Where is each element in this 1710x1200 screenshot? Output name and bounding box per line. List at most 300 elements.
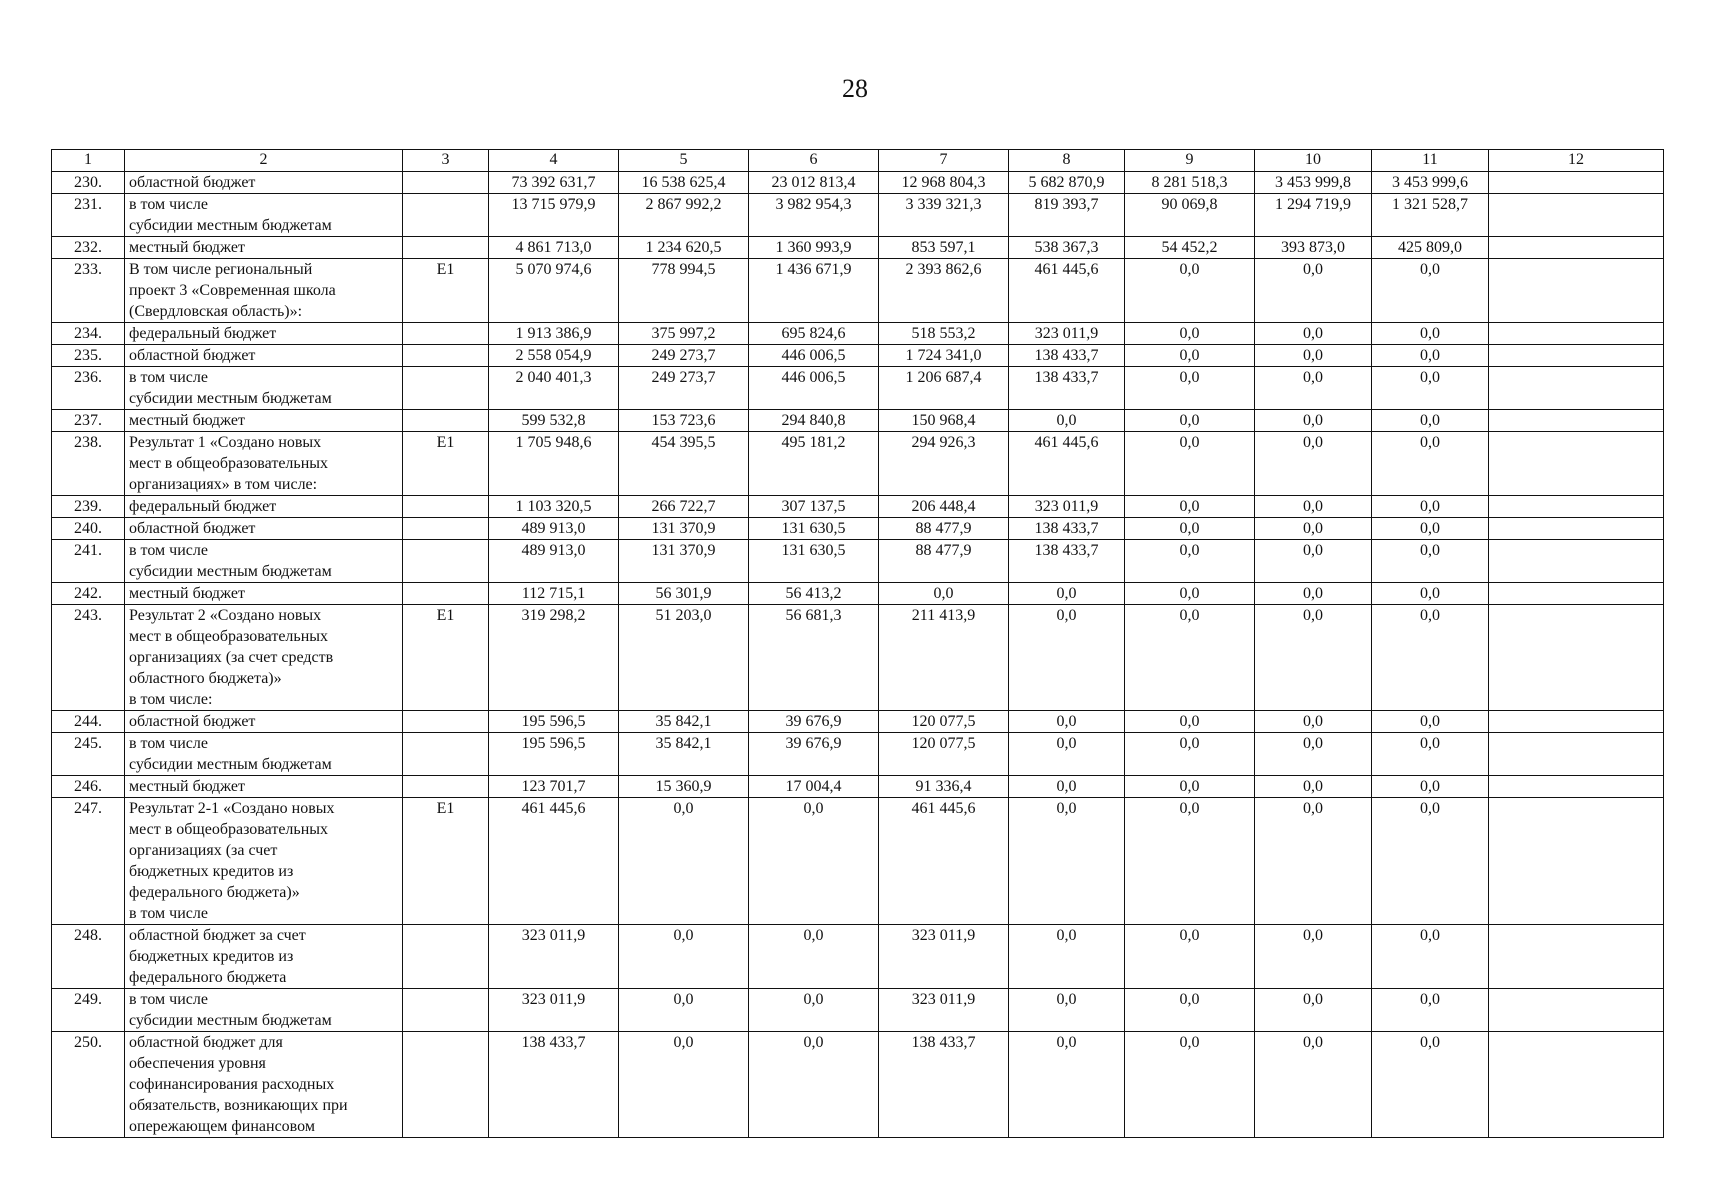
value-cell: 0,0 xyxy=(1255,540,1372,583)
value-cell: 0,0 xyxy=(1009,1032,1125,1138)
value-cell: 266 722,7 xyxy=(619,496,749,518)
row-name-line: Результат 2-1 «Создано новых xyxy=(129,800,335,817)
row-name-line: областной бюджет за счет xyxy=(129,927,306,944)
table-row xyxy=(52,259,1664,323)
empty-cell xyxy=(1489,345,1664,367)
row-code xyxy=(403,194,489,237)
empty-cell xyxy=(1489,925,1664,989)
value-cell: 538 367,3 xyxy=(1009,237,1125,259)
value-cell: 425 809,0 xyxy=(1372,237,1489,259)
row-name-line: Результат 2 «Создано новых xyxy=(129,607,322,624)
row-code xyxy=(403,367,489,410)
value-cell: 0,0 xyxy=(1125,583,1255,605)
value-cell: 0,0 xyxy=(1255,605,1372,711)
value-cell: 0,0 xyxy=(1125,1032,1255,1138)
row-number: 233. xyxy=(52,259,125,323)
value-cell: 5 682 870,9 xyxy=(1009,172,1125,194)
row-name-line: местный бюджет xyxy=(129,778,245,795)
value-cell: 819 393,7 xyxy=(1009,194,1125,237)
value-cell: 0,0 xyxy=(1255,367,1372,410)
row-name-line: субсидии местным бюджетам xyxy=(129,563,332,580)
value-cell: 0,0 xyxy=(1125,798,1255,925)
value-cell: 0,0 xyxy=(1372,798,1489,925)
row-name xyxy=(125,518,403,540)
row-name-line: (Свердловская область)»: xyxy=(129,303,303,320)
table-row xyxy=(52,989,1664,1032)
budget-table xyxy=(51,149,1664,1138)
row-code xyxy=(403,583,489,605)
row-code: Е1 xyxy=(403,259,489,323)
column-header: 6 xyxy=(749,150,879,172)
row-name xyxy=(125,798,403,925)
value-cell: 323 011,9 xyxy=(1009,496,1125,518)
row-number: 239. xyxy=(52,496,125,518)
row-code xyxy=(403,496,489,518)
value-cell: 2 040 401,3 xyxy=(489,367,619,410)
row-name-line: в том числе: xyxy=(129,691,213,708)
column-header: 3 xyxy=(403,150,489,172)
value-cell: 0,0 xyxy=(1372,345,1489,367)
value-cell: 0,0 xyxy=(1255,259,1372,323)
value-cell: 112 715,1 xyxy=(489,583,619,605)
row-name-line: В том числе региональный xyxy=(129,261,313,278)
row-number: 250. xyxy=(52,1032,125,1138)
row-name-line: в том числе xyxy=(129,735,208,752)
value-cell: 323 011,9 xyxy=(1009,323,1125,345)
value-cell: 17 004,4 xyxy=(749,776,879,798)
value-cell: 88 477,9 xyxy=(879,540,1009,583)
value-cell: 0,0 xyxy=(1125,345,1255,367)
row-name-line: областной бюджет xyxy=(129,347,256,364)
value-cell: 0,0 xyxy=(1255,776,1372,798)
row-name-line: субсидии местным бюджетам xyxy=(129,217,332,234)
row-name-line: бюджетных кредитов из xyxy=(129,948,294,965)
value-cell: 12 968 804,3 xyxy=(879,172,1009,194)
value-cell: 0,0 xyxy=(1255,1032,1372,1138)
value-cell: 13 715 979,9 xyxy=(489,194,619,237)
table-body xyxy=(52,172,1664,1138)
empty-cell xyxy=(1489,323,1664,345)
value-cell: 153 723,6 xyxy=(619,410,749,432)
row-number: 248. xyxy=(52,925,125,989)
row-code xyxy=(403,733,489,776)
value-cell: 138 433,7 xyxy=(1009,367,1125,410)
value-cell: 495 181,2 xyxy=(749,432,879,496)
value-cell: 461 445,6 xyxy=(1009,432,1125,496)
value-cell: 0,0 xyxy=(1125,496,1255,518)
value-cell: 1 103 320,5 xyxy=(489,496,619,518)
value-cell: 131 370,9 xyxy=(619,540,749,583)
value-cell: 138 433,7 xyxy=(1009,540,1125,583)
table-row xyxy=(52,518,1664,540)
value-cell: 0,0 xyxy=(749,989,879,1032)
value-cell: 461 445,6 xyxy=(489,798,619,925)
value-cell: 35 842,1 xyxy=(619,733,749,776)
value-cell: 323 011,9 xyxy=(489,925,619,989)
value-cell: 0,0 xyxy=(1125,989,1255,1032)
row-number: 243. xyxy=(52,605,125,711)
row-name-line: организациях (за счет средств xyxy=(129,649,334,666)
value-cell: 56 301,9 xyxy=(619,583,749,605)
empty-cell xyxy=(1489,540,1664,583)
row-code xyxy=(403,925,489,989)
row-name-line: федеральный бюджет xyxy=(129,498,277,515)
value-cell: 1 913 386,9 xyxy=(489,323,619,345)
row-code xyxy=(403,1032,489,1138)
table-row xyxy=(52,367,1664,410)
row-name xyxy=(125,733,403,776)
value-cell: 54 452,2 xyxy=(1125,237,1255,259)
table-row xyxy=(52,345,1664,367)
value-cell: 446 006,5 xyxy=(749,367,879,410)
row-name-line: в том числе xyxy=(129,369,208,386)
value-cell: 0,0 xyxy=(1372,367,1489,410)
table-row xyxy=(52,323,1664,345)
value-cell: 0,0 xyxy=(1372,733,1489,776)
value-cell: 0,0 xyxy=(1372,540,1489,583)
row-name-line: федерального бюджета)» xyxy=(129,884,300,901)
value-cell: 0,0 xyxy=(1372,410,1489,432)
table-row xyxy=(52,496,1664,518)
value-cell: 39 676,9 xyxy=(749,733,879,776)
value-cell: 294 840,8 xyxy=(749,410,879,432)
value-cell: 0,0 xyxy=(1372,583,1489,605)
value-cell: 0,0 xyxy=(1009,798,1125,925)
value-cell: 23 012 813,4 xyxy=(749,172,879,194)
row-number: 231. xyxy=(52,194,125,237)
column-header: 4 xyxy=(489,150,619,172)
row-name-line: областной бюджет для xyxy=(129,1034,283,1051)
value-cell: 1 234 620,5 xyxy=(619,237,749,259)
row-code xyxy=(403,711,489,733)
value-cell: 0,0 xyxy=(1255,711,1372,733)
row-number: 232. xyxy=(52,237,125,259)
value-cell: 294 926,3 xyxy=(879,432,1009,496)
table-row xyxy=(52,583,1664,605)
row-name-line: мест в общеобразовательных xyxy=(129,455,329,472)
table-row xyxy=(52,410,1664,432)
row-number: 230. xyxy=(52,172,125,194)
row-name-line: бюджетных кредитов из xyxy=(129,863,294,880)
value-cell: 0,0 xyxy=(1372,259,1489,323)
value-cell: 323 011,9 xyxy=(489,989,619,1032)
value-cell: 0,0 xyxy=(749,1032,879,1138)
row-name xyxy=(125,540,403,583)
row-name xyxy=(125,711,403,733)
row-name xyxy=(125,367,403,410)
value-cell: 0,0 xyxy=(1255,432,1372,496)
value-cell: 307 137,5 xyxy=(749,496,879,518)
column-header: 2 xyxy=(125,150,403,172)
value-cell: 91 336,4 xyxy=(879,776,1009,798)
value-cell: 489 913,0 xyxy=(489,540,619,583)
empty-cell xyxy=(1489,798,1664,925)
table-row xyxy=(52,733,1664,776)
value-cell: 0,0 xyxy=(1125,925,1255,989)
value-cell: 90 069,8 xyxy=(1125,194,1255,237)
value-cell: 206 448,4 xyxy=(879,496,1009,518)
row-name xyxy=(125,605,403,711)
page-number: 28 xyxy=(842,74,868,103)
column-number-row xyxy=(52,150,1664,172)
value-cell: 0,0 xyxy=(1255,925,1372,989)
row-name-line: в том числе xyxy=(129,905,208,922)
value-cell: 0,0 xyxy=(1009,925,1125,989)
value-cell: 0,0 xyxy=(1372,989,1489,1032)
row-name-line: местный бюджет xyxy=(129,412,245,429)
value-cell: 1 206 687,4 xyxy=(879,367,1009,410)
row-name-line: в том числе xyxy=(129,991,208,1008)
row-name-line: в том числе xyxy=(129,542,208,559)
row-name-line: Результат 1 «Создано новых xyxy=(129,434,322,451)
row-name-line: федерального бюджета xyxy=(129,969,287,986)
value-cell: 51 203,0 xyxy=(619,605,749,711)
value-cell: 56 681,3 xyxy=(749,605,879,711)
column-header: 7 xyxy=(879,150,1009,172)
value-cell: 73 392 631,7 xyxy=(489,172,619,194)
empty-cell xyxy=(1489,518,1664,540)
value-cell: 0,0 xyxy=(1125,711,1255,733)
value-cell: 853 597,1 xyxy=(879,237,1009,259)
column-header: 5 xyxy=(619,150,749,172)
empty-cell xyxy=(1489,711,1664,733)
value-cell: 518 553,2 xyxy=(879,323,1009,345)
row-code: Е1 xyxy=(403,605,489,711)
row-code xyxy=(403,776,489,798)
empty-cell xyxy=(1489,259,1664,323)
row-name xyxy=(125,323,403,345)
value-cell: 195 596,5 xyxy=(489,733,619,776)
row-number: 235. xyxy=(52,345,125,367)
value-cell: 131 630,5 xyxy=(749,518,879,540)
table-row xyxy=(52,925,1664,989)
row-name-line: местный бюджет xyxy=(129,239,245,256)
row-code xyxy=(403,323,489,345)
row-number: 236. xyxy=(52,367,125,410)
value-cell: 1 321 528,7 xyxy=(1372,194,1489,237)
value-cell: 0,0 xyxy=(749,798,879,925)
row-code xyxy=(403,410,489,432)
value-cell: 2 393 862,6 xyxy=(879,259,1009,323)
empty-cell xyxy=(1489,237,1664,259)
value-cell: 323 011,9 xyxy=(879,925,1009,989)
value-cell: 120 077,5 xyxy=(879,711,1009,733)
row-code: Е1 xyxy=(403,798,489,925)
empty-cell xyxy=(1489,733,1664,776)
row-name xyxy=(125,194,403,237)
row-name-line: местный бюджет xyxy=(129,585,245,602)
row-number: 238. xyxy=(52,432,125,496)
value-cell: 8 281 518,3 xyxy=(1125,172,1255,194)
row-name xyxy=(125,432,403,496)
value-cell: 35 842,1 xyxy=(619,711,749,733)
column-header: 11 xyxy=(1372,150,1489,172)
column-header: 9 xyxy=(1125,150,1255,172)
value-cell: 0,0 xyxy=(1255,323,1372,345)
row-name xyxy=(125,496,403,518)
row-code xyxy=(403,237,489,259)
row-name-line: субсидии местным бюджетам xyxy=(129,390,332,407)
table-row xyxy=(52,194,1664,237)
value-cell: 0,0 xyxy=(1372,605,1489,711)
row-number: 242. xyxy=(52,583,125,605)
value-cell: 0,0 xyxy=(1372,432,1489,496)
value-cell: 0,0 xyxy=(1125,367,1255,410)
row-number: 244. xyxy=(52,711,125,733)
value-cell: 0,0 xyxy=(1009,776,1125,798)
value-cell: 0,0 xyxy=(1372,323,1489,345)
row-code xyxy=(403,540,489,583)
value-cell: 0,0 xyxy=(1372,776,1489,798)
value-cell: 0,0 xyxy=(1372,518,1489,540)
value-cell: 1 436 671,9 xyxy=(749,259,879,323)
row-code: Е1 xyxy=(403,432,489,496)
value-cell: 375 997,2 xyxy=(619,323,749,345)
value-cell: 778 994,5 xyxy=(619,259,749,323)
value-cell: 0,0 xyxy=(1255,798,1372,925)
row-name-line: софинансирования расходных xyxy=(129,1076,335,1093)
value-cell: 211 413,9 xyxy=(879,605,1009,711)
row-name xyxy=(125,583,403,605)
value-cell: 0,0 xyxy=(1009,605,1125,711)
row-name-line: организациях (за счет xyxy=(129,842,278,859)
value-cell: 0,0 xyxy=(1009,711,1125,733)
column-header: 8 xyxy=(1009,150,1125,172)
row-name xyxy=(125,1032,403,1138)
empty-cell xyxy=(1489,194,1664,237)
row-code xyxy=(403,172,489,194)
empty-cell xyxy=(1489,1032,1664,1138)
value-cell: 0,0 xyxy=(619,989,749,1032)
row-number: 246. xyxy=(52,776,125,798)
value-cell: 0,0 xyxy=(1372,925,1489,989)
value-cell: 195 596,5 xyxy=(489,711,619,733)
value-cell: 0,0 xyxy=(1125,323,1255,345)
empty-cell xyxy=(1489,410,1664,432)
table-row xyxy=(52,432,1664,496)
value-cell: 138 433,7 xyxy=(1009,345,1125,367)
column-header: 12 xyxy=(1489,150,1664,172)
value-cell: 0,0 xyxy=(1009,583,1125,605)
row-number: 247. xyxy=(52,798,125,925)
value-cell: 138 433,7 xyxy=(489,1032,619,1138)
value-cell: 1 360 993,9 xyxy=(749,237,879,259)
value-cell: 0,0 xyxy=(1372,711,1489,733)
value-cell: 0,0 xyxy=(1372,496,1489,518)
value-cell: 0,0 xyxy=(619,925,749,989)
value-cell: 695 824,6 xyxy=(749,323,879,345)
value-cell: 461 445,6 xyxy=(879,798,1009,925)
empty-cell xyxy=(1489,172,1664,194)
empty-cell xyxy=(1489,583,1664,605)
row-name-line: мест в общеобразовательных xyxy=(129,628,329,645)
value-cell: 0,0 xyxy=(1125,733,1255,776)
row-name-line: мест в общеобразовательных xyxy=(129,821,329,838)
value-cell: 4 861 713,0 xyxy=(489,237,619,259)
value-cell: 3 453 999,6 xyxy=(1372,172,1489,194)
value-cell: 0,0 xyxy=(1255,345,1372,367)
row-number: 241. xyxy=(52,540,125,583)
value-cell: 461 445,6 xyxy=(1009,259,1125,323)
value-cell: 131 630,5 xyxy=(749,540,879,583)
table-row xyxy=(52,540,1664,583)
row-name xyxy=(125,237,403,259)
column-header: 10 xyxy=(1255,150,1372,172)
empty-cell xyxy=(1489,496,1664,518)
value-cell: 138 433,7 xyxy=(1009,518,1125,540)
value-cell: 1 294 719,9 xyxy=(1255,194,1372,237)
value-cell: 0,0 xyxy=(1255,989,1372,1032)
row-name-line: федеральный бюджет xyxy=(129,325,277,342)
value-cell: 5 070 974,6 xyxy=(489,259,619,323)
value-cell: 0,0 xyxy=(1255,410,1372,432)
row-name-line: опережающем финансовом xyxy=(129,1118,315,1135)
value-cell: 0,0 xyxy=(1125,605,1255,711)
table-row xyxy=(52,237,1664,259)
table-row xyxy=(52,776,1664,798)
row-name-line: субсидии местным бюджетам xyxy=(129,756,332,773)
table-row xyxy=(52,605,1664,711)
row-number: 240. xyxy=(52,518,125,540)
column-header: 1 xyxy=(52,150,125,172)
row-number: 234. xyxy=(52,323,125,345)
value-cell: 0,0 xyxy=(1125,259,1255,323)
value-cell: 0,0 xyxy=(749,925,879,989)
empty-cell xyxy=(1489,605,1664,711)
row-name xyxy=(125,989,403,1032)
row-code xyxy=(403,518,489,540)
table-row xyxy=(52,172,1664,194)
row-name xyxy=(125,259,403,323)
value-cell: 123 701,7 xyxy=(489,776,619,798)
value-cell: 454 395,5 xyxy=(619,432,749,496)
value-cell: 0,0 xyxy=(1009,410,1125,432)
value-cell: 0,0 xyxy=(1255,733,1372,776)
value-cell: 0,0 xyxy=(1255,583,1372,605)
row-number: 237. xyxy=(52,410,125,432)
row-name xyxy=(125,345,403,367)
row-name-line: областного бюджета)» xyxy=(129,670,282,687)
row-name-line: организациях» в том числе: xyxy=(129,476,318,493)
row-number: 245. xyxy=(52,733,125,776)
row-name-line: проект 3 «Современная школа xyxy=(129,282,336,299)
value-cell: 0,0 xyxy=(619,798,749,925)
value-cell: 0,0 xyxy=(619,1032,749,1138)
value-cell: 150 968,4 xyxy=(879,410,1009,432)
row-name xyxy=(125,172,403,194)
row-name-line: в том числе xyxy=(129,196,208,213)
value-cell: 88 477,9 xyxy=(879,518,1009,540)
empty-cell xyxy=(1489,367,1664,410)
row-name xyxy=(125,410,403,432)
value-cell: 2 558 054,9 xyxy=(489,345,619,367)
row-name-line: областной бюджет xyxy=(129,174,256,191)
value-cell: 1 705 948,6 xyxy=(489,432,619,496)
row-name-line: областной бюджет xyxy=(129,713,256,730)
value-cell: 1 724 341,0 xyxy=(879,345,1009,367)
value-cell: 446 006,5 xyxy=(749,345,879,367)
table-row xyxy=(52,798,1664,925)
value-cell: 323 011,9 xyxy=(879,989,1009,1032)
value-cell: 0,0 xyxy=(1125,540,1255,583)
value-cell: 0,0 xyxy=(1009,733,1125,776)
value-cell: 3 453 999,8 xyxy=(1255,172,1372,194)
value-cell: 0,0 xyxy=(1125,432,1255,496)
value-cell: 2 867 992,2 xyxy=(619,194,749,237)
value-cell: 393 873,0 xyxy=(1255,237,1372,259)
row-name-line: областной бюджет xyxy=(129,520,256,537)
value-cell: 249 273,7 xyxy=(619,345,749,367)
